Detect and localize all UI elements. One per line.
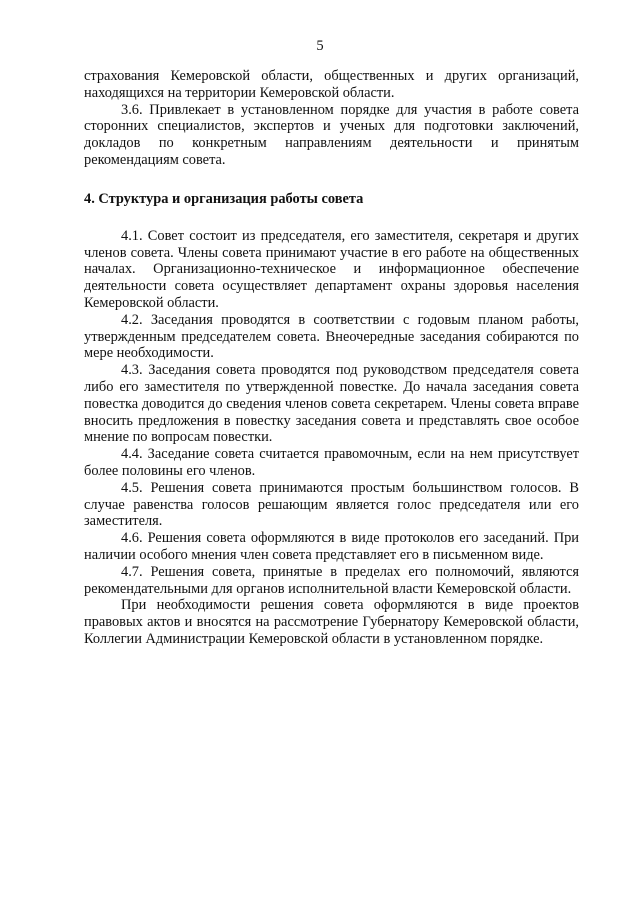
paragraph-4-3: 4.3. Заседания совета проводятся под руководством председателя совета либо его заместителя по утвержденной повестке. До начала заседания совета повестка доводится до сведения членов совета секретарем. Члены совета вправе вносить предложения в повестку заседания совета и представлять свое особое мнение по вопросам повестки. (84, 362, 579, 446)
paragraph-4-5: 4.5. Решения совета принимаются простым большинством голосов. В случае равенства голосов решающим является голос председателя или его заместителя. (84, 479, 579, 530)
paragraph-4-6: 4.6. Решения совета оформляются в виде протоколов его заседаний. При наличии особого мнения член совета представляет его в письменном виде. (84, 530, 579, 563)
paragraph-4-2: 4.2. Заседания проводятся в соответствии с годовым планом работы, утвержденным председателем совета. Внеочередные заседания собираются по мере необходимости. (84, 311, 579, 362)
page-number: 5 (316, 38, 324, 54)
paragraph-4-1: 4.1. Совет состоит из председателя, его заместителя, секретаря и других членов совета. Члены совета принимают участие в его работе на общественных началах. Организационно-техническое и информационное обеспечение деятельности совета осуществляет департамент охраны здоровья населения Кемеровской области. (84, 227, 579, 311)
paragraph-3-6: 3.6. Привлекает в установленном порядке для участия в работе совета сторонних специалистов, экспертов и ученых для подготовки заключений, докладов по конкретным направлениям деятельности и принятым рекомендациям совета. (84, 101, 579, 168)
section-title: 4. Структура и организация работы совета (84, 190, 364, 207)
paragraph-4-7-note: При необходимости решения совета оформляются в виде проектов правовых актов и вносятся на рассмотрение Губернатору Кемеровской области, Коллегии Администрации Кемеровской области в установленном порядке. (84, 597, 579, 647)
paragraph-continuation: страхования Кемеровской области, общественных и других организаций, находящихся на территории Кемеровской области. (84, 68, 579, 101)
paragraph-4-7: 4.7. Решения совета, принятые в пределах его полномочий, являются рекомендательными для органов исполнительной власти Кемеровской области. (84, 563, 579, 597)
document-body (84, 68, 579, 648)
paragraph-4-4: 4.4. Заседание совета считается правомочным, если на нем присутствует более половины его членов. (84, 446, 579, 479)
